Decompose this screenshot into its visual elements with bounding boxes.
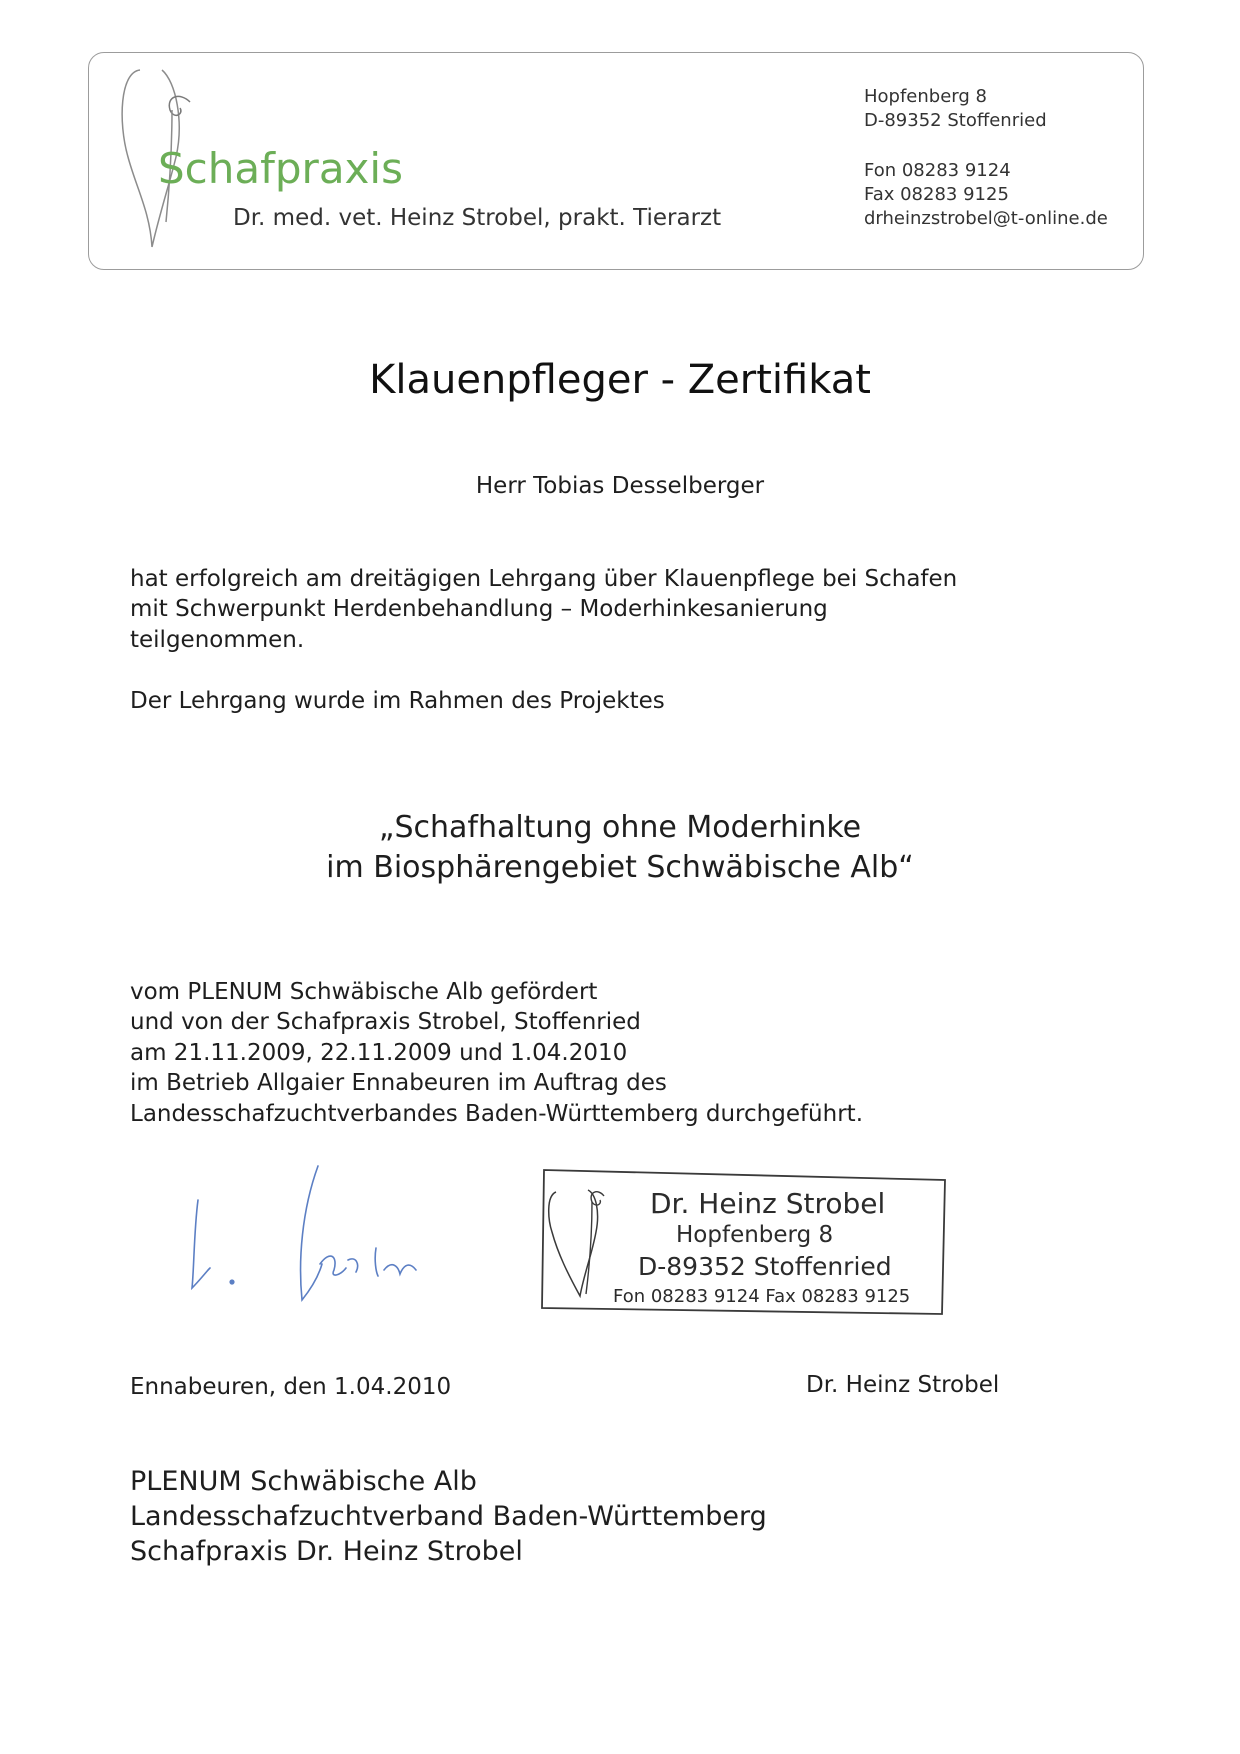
organization-line: Schafpraxis Dr. Heinz Strobel <box>130 1536 523 1567</box>
detail-line: und von der Schafpraxis Strobel, Stoffenried <box>130 1009 641 1035</box>
detail-line: am 21.11.2009, 22.11.2009 und 1.04.2010 <box>130 1040 628 1066</box>
brand-subtitle: Dr. med. vet. Heinz Strobel, prakt. Tierarzt <box>233 205 722 231</box>
place-and-date: Ennabeuren, den 1.04.2010 <box>130 1374 452 1400</box>
organization-line: PLENUM Schwäbische Alb <box>130 1466 477 1497</box>
body-line: mit Schwerpunkt Herdenbehandlung – Moderhinkesanierung <box>130 596 828 622</box>
organization-line: Landesschafzuchtverband Baden-Württemberg <box>130 1501 767 1532</box>
body-line: hat erfolgreich am dreitägigen Lehrgang über Klauenpflege bei Schafen <box>130 566 958 592</box>
project-title-line: im Biosphärengebiet Schwäbische Alb“ <box>326 850 914 885</box>
project-intro: Der Lehrgang wurde im Rahmen des Projektes <box>130 688 665 714</box>
stamp-street: Hopfenberg 8 <box>676 1222 834 1248</box>
stamp-name: Dr. Heinz Strobel <box>650 1187 886 1220</box>
address-city: D-89352 Stoffenried <box>864 110 1047 131</box>
brand-name: Schafpraxis <box>158 144 403 193</box>
stamp-city: D-89352 Stoffenried <box>638 1252 892 1281</box>
certificate-title: Klauenpfleger - Zertifikat <box>369 357 871 403</box>
signer-name: Dr. Heinz Strobel <box>806 1372 1000 1398</box>
phone-number: Fon 08283 9124 <box>864 160 1011 181</box>
address-street: Hopfenberg 8 <box>864 86 987 107</box>
project-title-line: „Schafhaltung ohne Moderhinke <box>378 810 862 845</box>
stamp-contact: Fon 08283 9124 Fax 08283 9125 <box>613 1286 911 1307</box>
detail-line: im Betrieb Allgaier Ennabeuren im Auftrag des <box>130 1070 667 1096</box>
email-address: drheinzstrobel@t-online.de <box>864 208 1108 229</box>
body-line: teilgenommen. <box>130 627 305 653</box>
handwritten-signature-icon <box>180 1160 460 1320</box>
detail-line: vom PLENUM Schwäbische Alb gefördert <box>130 979 598 1005</box>
recipient-name: Herr Tobias Desselberger <box>475 473 765 499</box>
detail-line: Landesschafzuchtverbandes Baden-Württemberg durchgeführt. <box>130 1101 864 1127</box>
fax-number: Fax 08283 9125 <box>864 184 1009 205</box>
